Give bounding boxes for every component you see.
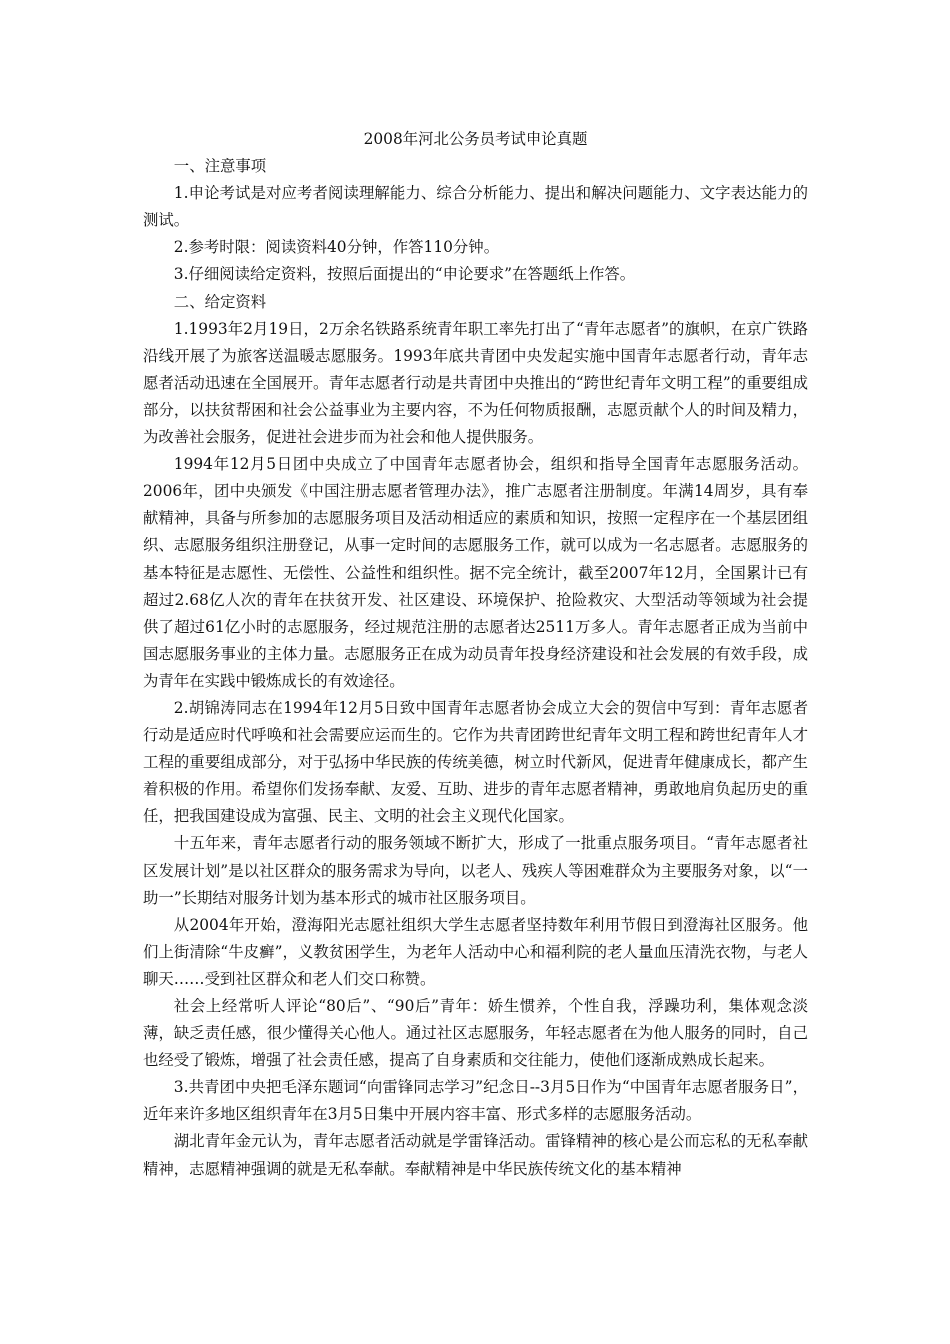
section-heading-materials: 二、给定资料	[173, 292, 267, 311]
material-paragraph: 社会上经常听人评论“80后”、“90后”青年：娇生惯养，个性自我，浮躁功利，集体观念淡薄，缺乏责任感，很少懂得关心他人。通过社区志愿服务，年轻志愿者在为他人服务的同时，自己也经受了锻炼，增强了社会责任感，提高了自身素质和交往能力，使他们逐渐成熟成长起来。	[143, 997, 808, 1070]
material-paragraph: 3.共青团中央把毛泽东题词“向雷锋同志学习”纪念日--3月5日作为“中国青年志愿者服务日”，近年来许多地区组织青年在3月5日集中开展内容丰富、形式多样的志愿服务活动。	[143, 1078, 808, 1124]
material-paragraph: 2.胡锦涛同志在1994年12月5日致中国青年志愿者协会成立大会的贺信中写到：青年志愿者行动是适应时代呼唤和社会需要应运而生的。它作为共青团跨世纪青年文明工程和跨世纪青年人才工程的重要组成部分，对于弘扬中华民族的传统美德，树立时代新风，促进青年健康成长，都产生着积极的作用。希望你们发扬奉献、友爱、互助、进步的青年志愿者精神，勇敢地肩负起历史的重任，把我国建设成为富强、民主、文明的社会主义现代化国家。	[143, 698, 808, 826]
document-body	[143, 126, 808, 1183]
note-item-3: 3.仔细阅读给定资料，按照后面提出的“申论要求”在答题纸上作答。	[173, 265, 636, 284]
material-paragraph: 湖北青年金元认为，青年志愿者活动就是学雷锋活动。雷锋精神的核心是公而忘私的无私奉献精神，志愿精神强调的就是无私奉献。奉献精神是中华民族传统文化的基本精神	[143, 1132, 808, 1178]
material-paragraph: 1.1993年2月19日，2万余名铁路系统青年职工率先打出了“青年志愿者”的旗帜，在京广铁路沿线开展了为旅客送温暖志愿服务。1993年底共青团中央发起实施中国青年志愿者行动，青年志愿者活动迅速在全国展开。青年志愿者行动是共青团中央推出的“跨世纪青年文明工程”的重要组成部分，以扶贫帮困和社会公益事业为主要内容，不为任何物质报酬，志愿贡献个人的时间及精力，为改善社会服务，促进社会进步而为社会和他人提供服务。	[143, 319, 808, 447]
note-item-2: 2.参考时限：阅读资料40分钟，作答110分钟。	[173, 238, 500, 257]
document-title: 2008年河北公务员考试申论真题	[363, 130, 588, 148]
section-heading-notes: 一、注意事项	[173, 157, 267, 176]
material-paragraph: 1994年12月5日团中央成立了中国青年志愿者协会，组织和指导全国青年志愿服务活动。2006年，团中央颁发《中国注册志愿者管理办法》，推广志愿者注册制度。年满14周岁，具有奉献精神，具备与所参加的志愿服务项目及活动相适应的素质和知识，按照一定程序在一个基层团组织、志愿服务组织注册登记，从事一定时间的志愿服务工作，就可以成为一名志愿者。志愿服务的基本特征是志愿性、无偿性、公益性和组织性。据不完全统计，截至2007年12月，全国累计已有超过2.68亿人次的青年在扶贫开发、社区建设、环境保护、抢险救灾、大型活动等领域为社会提供了超过61亿小时的志愿服务，经过规范注册的志愿者达2511万多人。青年志愿者正成为当前中国志愿服务事业的主体力量。志愿服务正在成为动员青年投身经济建设和社会发展的有效手段，成为青年在实践中锻炼成长的有效途径。	[143, 455, 808, 690]
material-paragraph: 十五年来，青年志愿者行动的服务领域不断扩大，形成了一批重点服务项目。“青年志愿者社区发展计划”是以社区群众的服务需求为导向，以老人、残疾人等困难群众为主要服务对象，以“一助一”长期结对服务计划为基本形式的城市社区服务项目。	[143, 834, 808, 907]
material-paragraph: 从2004年开始，澄海阳光志愿社组织大学生志愿者坚持数年利用节假日到澄海社区服务。他们上街清除“牛皮癣”，义教贫困学生，为老年人活动中心和福利院的老人量血压清洗衣物，与老人聊天……受到社区群众和老人们交口称赞。	[143, 915, 808, 988]
note-item-1: 1.申论考试是对应考者阅读理解能力、综合分析能力、提出和解决问题能力、文字表达能力的测试。	[143, 184, 808, 230]
